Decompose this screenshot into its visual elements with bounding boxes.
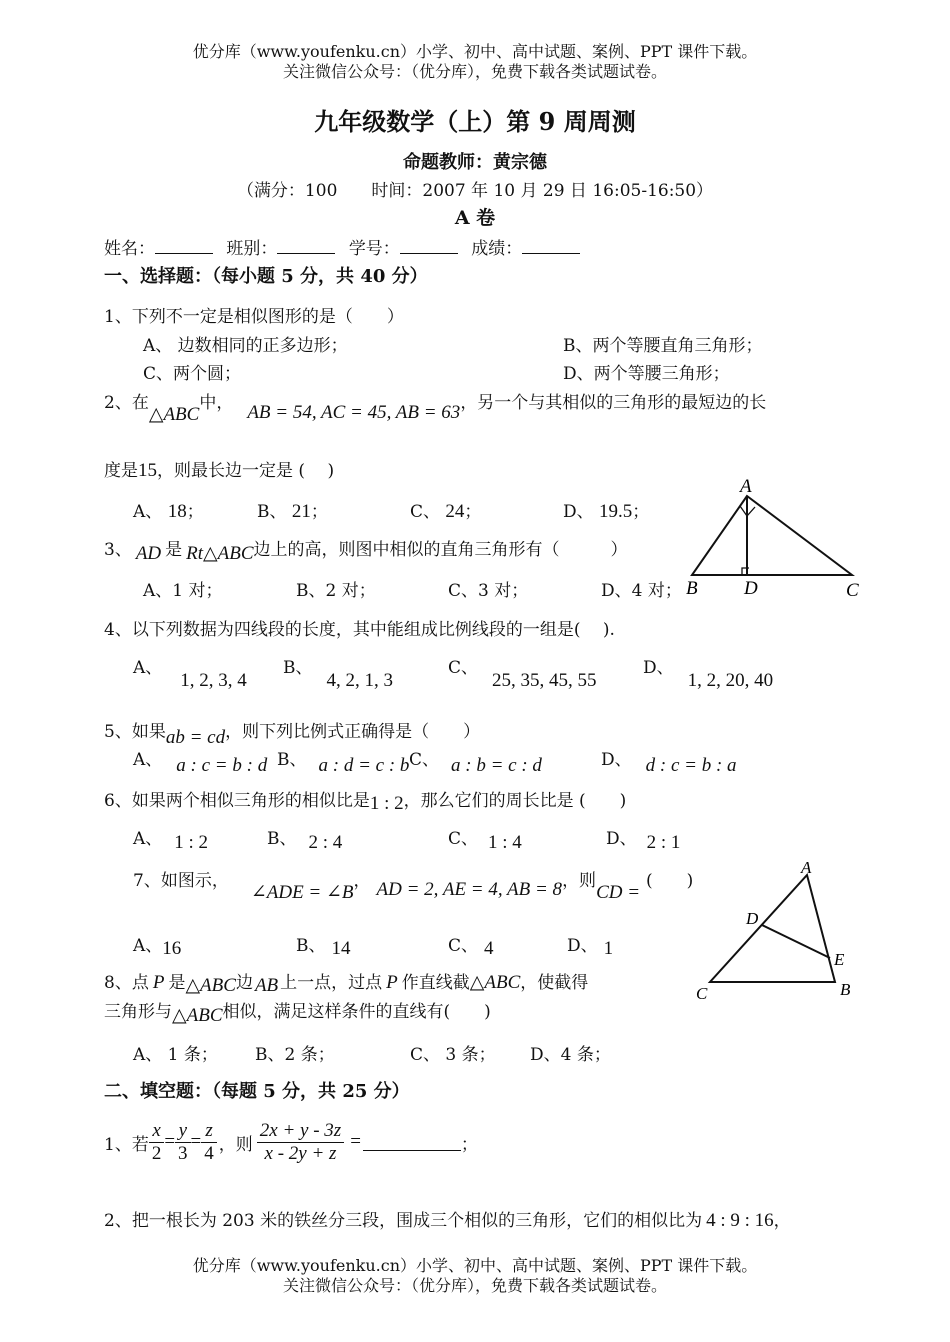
q4-a-label: A、 [133, 658, 163, 678]
q7-a-value: 16 [162, 938, 182, 959]
q2-triangle: △ABC [148, 404, 200, 425]
figure-triangle-ade [690, 855, 860, 1005]
q7-sep: ， [353, 871, 371, 891]
fill1-eq-1: = [164, 1131, 176, 1152]
q5-condition: ab = cd [165, 727, 226, 748]
q8-text-2: 是 [168, 973, 186, 993]
fill2-text-2: ， [773, 1211, 791, 1231]
q6-c-label: C、 [448, 829, 479, 849]
q6-a-value: 1 : 2 [174, 832, 209, 853]
q1-stem: 1、下列不一定是相似图形的是（ ） [104, 307, 404, 327]
q8-text-7: 三角形与 [104, 1002, 172, 1022]
q7-angle: ∠ADE = ∠B [250, 882, 354, 903]
q5-option-d[interactable] [601, 745, 737, 776]
fill1-eq-2: = [190, 1131, 202, 1152]
q4-b-value: 4, 2, 1, 3 [326, 670, 393, 691]
q6-text-1: 6、如果两个相似三角形的相似比是 [104, 791, 370, 811]
fill1-frac-x [149, 1120, 165, 1165]
q4-c-label: C、 [448, 658, 479, 678]
q5-a-label: A、 [133, 750, 163, 770]
q2-option-a[interactable] [133, 497, 204, 523]
q7-paren: ( ) [646, 871, 694, 891]
header-line-1: 优分库（www.youfenku.cn）小学、初中、高中试题、案例、PPT 课件下载。 [192, 42, 758, 61]
q8-text-5: 作直线截 [401, 973, 470, 993]
q7-d-value: 1 [603, 938, 614, 959]
q4-c-value: 25, 35, 45, 55 [492, 670, 597, 691]
q6-option-a[interactable] [133, 824, 209, 853]
q5-c-label: C、 [409, 750, 440, 770]
q2-b-sep: ； [310, 502, 328, 522]
fig2-label-d: D [746, 909, 759, 928]
q2-d-sep: ； [632, 502, 650, 522]
q2-option-d[interactable] [563, 497, 649, 523]
fill2-text-1: 2、把一根长为 203 米的铁丝分三段，围成三个相似的三角形，它们的相似比为 [104, 1211, 703, 1231]
q7-stem [133, 866, 694, 903]
fig1-label-c: C [846, 580, 859, 601]
q1-option-a[interactable]: A、 边数相同的正多边形； [143, 336, 348, 356]
q2-c-sep: ； [464, 502, 482, 522]
q3-ad: AD [135, 543, 162, 564]
exam-info: （满分：100 时间：2007 年 10 月 29 日 16:05-16:50） [236, 181, 714, 201]
q5-stem [104, 717, 481, 748]
q2-option-b[interactable] [257, 497, 328, 523]
fill1-frac-z-num: z [201, 1120, 217, 1143]
q2-b-value: 21 [291, 501, 311, 522]
fill1-frac-y [175, 1120, 191, 1165]
section-fill-heading: 二、填空题：（每题 5 分，共 25 分） [104, 1081, 410, 1102]
q6-option-d[interactable] [606, 824, 681, 853]
q8-option-a[interactable]: A、 1 条； [133, 1045, 218, 1065]
q2-text-4: 度是 [104, 461, 138, 481]
fill2-ratio: 4 : 9 : 16 [706, 1210, 774, 1231]
q7-b-label: B、 [296, 936, 326, 956]
footer-line-1: 优分库（www.youfenku.cn）小学、初中、高中试题、案例、PPT 课件下载。 [192, 1256, 758, 1275]
q6-option-c[interactable] [448, 824, 522, 853]
q5-b-value: a : d = c : b [318, 755, 410, 776]
q2-a-sep: ； [186, 502, 204, 522]
fig2-label-c: C [696, 984, 708, 1003]
q3-text-1: 3、 [104, 540, 132, 560]
q7-c-value: 4 [484, 938, 494, 959]
q8-triangle-3: △ABC [172, 1005, 223, 1026]
q7-a-label: A、 [133, 936, 163, 956]
q5-text-2: ，则下列比例式正确得是（ ） [225, 722, 481, 742]
fill1-frac-expression [257, 1120, 344, 1165]
q7-option-d[interactable] [567, 931, 613, 957]
q6-option-b[interactable] [267, 824, 343, 853]
q3-text-2: 是 [165, 540, 183, 560]
q8-text-1: 8、点 [104, 973, 149, 993]
fill1-eq-3: = [350, 1131, 361, 1152]
q7-c-label: C、 [448, 936, 479, 956]
q6-d-label: D、 [606, 829, 637, 849]
q4-option-a[interactable] [133, 653, 247, 691]
fill1-text-2: ，则 [218, 1134, 253, 1155]
q7-d-label: D、 [567, 936, 598, 956]
q5-option-a[interactable] [133, 745, 268, 776]
fill1-frac-y-den: 3 [178, 1142, 188, 1164]
q4-d-label: D、 [643, 658, 674, 678]
q4-a-value: 1, 2, 3, 4 [180, 670, 247, 691]
fig2-triangle-abc [710, 875, 835, 982]
q2-d-label: D、 [563, 502, 594, 522]
fill1-frac-y-num: y [175, 1120, 191, 1143]
q5-b-label: B、 [277, 750, 307, 770]
fig1-label-b: B [686, 578, 698, 599]
q8-text-4: 上一点，过点 [280, 973, 383, 993]
fill1-frac-x-den: 2 [151, 1142, 162, 1164]
section-choice-heading: 一、选择题：（每小题 5 分，共 40 分） [104, 266, 428, 287]
q2-value: 15 [138, 460, 157, 481]
q4-option-b[interactable] [283, 653, 393, 691]
q1-option-b[interactable]: B、两个等腰直角三角形； [563, 336, 763, 356]
teacher-line: 命题教师：黄宗德 [403, 152, 547, 173]
page-title: 九年级数学（上）第 9 周周测 [314, 107, 636, 136]
q5-option-b[interactable] [277, 745, 410, 776]
student-class-label: 班别： [226, 239, 278, 259]
q6-ratio: 1 : 2 [369, 793, 404, 814]
fill1-expr-den: x - 2y + z [264, 1142, 337, 1164]
q2-d-value: 19.5 [599, 501, 633, 522]
q8-triangle-1: △ABC [185, 975, 236, 996]
fill-2 [104, 1206, 791, 1232]
fill-1 [104, 1114, 478, 1170]
q5-a-value: a : c = b : d [176, 755, 268, 776]
q8-option-d[interactable]: D、4 条； [530, 1045, 611, 1065]
q3-option-d[interactable]: D、4 对； [601, 581, 682, 601]
fill1-frac-z-den: 4 [204, 1142, 214, 1164]
q8-side-ab: AB [254, 975, 279, 996]
student-name-blank[interactable] [155, 237, 213, 254]
q3-rt-triangle: Rt△ABC [186, 543, 254, 564]
q6-stem [104, 786, 626, 812]
q8-point-p-2: P [386, 972, 398, 993]
q2-a-label: A、 [133, 502, 163, 522]
student-name-label: 姓名： [104, 239, 155, 259]
q8-point-p: P [152, 972, 165, 993]
figure-right-triangle [682, 474, 872, 604]
q8-text-3: 边 [235, 973, 253, 993]
student-number-blank[interactable] [400, 237, 458, 254]
q3-stem [104, 535, 628, 564]
q8-option-c[interactable]: C、 3 条； [410, 1045, 496, 1065]
q7-option-b[interactable] [296, 931, 351, 957]
fill1-frac-z [201, 1120, 217, 1165]
fig1-triangle-abc [692, 496, 852, 575]
fig2-segment-de [762, 925, 830, 958]
header-line-2: 关注微信公众号：（优分库），免费下载各类试题试卷。 [282, 62, 667, 81]
fill1-answer-blank[interactable] [363, 1134, 461, 1151]
q2-text-3: ，另一个与其相似的三角形的最短边的长 [460, 393, 767, 413]
student-number-label: 学号： [348, 239, 400, 259]
q2-a-value: 18 [167, 501, 187, 522]
q2-text-5: ，则最长边一定是 ( ) [157, 461, 335, 481]
q5-d-value: d : c = b : a [645, 755, 737, 776]
q6-text-2: ，那么它们的周长比是 ( ) [403, 791, 627, 811]
q5-d-label: D、 [601, 750, 632, 770]
student-score-label: 成绩： [471, 239, 523, 259]
fig1-label-d: D [744, 578, 758, 599]
q2-c-label: C、 [410, 502, 441, 522]
fig2-label-b: B [840, 980, 851, 999]
q8-text-8: 相似，满足这样条件的直线有( ) [222, 1002, 491, 1022]
footer-line-2: 关注微信公众号：（优分库），免费下载各类试题试卷。 [282, 1276, 667, 1295]
q2-b-label: B、 [257, 502, 287, 522]
q6-c-value: 1 : 4 [488, 832, 522, 853]
paper-label: A 卷 [454, 207, 496, 229]
q7-condition: AD = 2, AE = 4, AB = 8 [376, 879, 563, 900]
q2-text-2: 中， [199, 393, 234, 413]
q4-option-d[interactable] [643, 653, 774, 691]
student-info-row [104, 234, 580, 259]
fig2-label-e: E [834, 950, 845, 969]
q7-cd: CD = [596, 882, 641, 903]
student-class-blank[interactable] [277, 237, 335, 254]
fill1-end: ； [460, 1134, 478, 1155]
fill1-frac-x-num: x [149, 1120, 165, 1143]
q5-c-value: a : b = c : d [451, 755, 542, 776]
q5-option-c[interactable] [409, 745, 542, 776]
q4-stem: 4、以下列数据为四线段的长度，其中能组成比例线段的一组是( ). [104, 620, 615, 640]
fig2-label-a: A [801, 858, 812, 877]
q8-text-6: ，使截得 [520, 973, 589, 993]
q7-option-a[interactable] [133, 931, 181, 957]
q2-text-1: 2、在 [104, 393, 149, 413]
fill1-text-1: 1、若 [104, 1134, 149, 1155]
student-score-blank[interactable] [522, 237, 580, 254]
q1-option-d[interactable]: D、两个等腰三角形； [563, 364, 730, 384]
fig1-label-a: A [740, 476, 752, 497]
q6-b-label: B、 [267, 829, 297, 849]
q6-d-value: 2 : 1 [646, 832, 681, 853]
q2-c-value: 24 [445, 501, 465, 522]
q7-text-2: ，则 [562, 871, 597, 891]
q2-option-c[interactable] [410, 497, 481, 523]
q1-option-c[interactable]: C、两个圆； [143, 364, 242, 384]
q4-option-c[interactable] [448, 653, 597, 691]
q4-b-label: B、 [283, 658, 313, 678]
q2-stem [104, 388, 767, 425]
q2-stem-line2 [104, 456, 334, 482]
q2-condition: AB = 54, AC = 45, AB = 63 [247, 402, 461, 423]
q6-a-label: A、 [133, 829, 163, 849]
q7-text-1: 7、如图示， [133, 871, 229, 891]
q6-b-value: 2 : 4 [308, 832, 343, 853]
q7-option-c[interactable] [448, 931, 494, 957]
fill1-expr-num: 2x + y - 3z [257, 1120, 344, 1143]
q7-b-value: 14 [331, 938, 351, 959]
q8-stem-line2 [104, 997, 491, 1026]
q8-triangle-2: △ABC [469, 972, 521, 993]
q8-option-b[interactable]: B、2 条； [255, 1045, 335, 1065]
q3-option-c[interactable]: C、3 对； [448, 581, 529, 601]
q5-text-1: 5、如果 [104, 722, 166, 742]
q8-stem [104, 968, 588, 994]
q3-text-3: 边上的高，则图中相似的直角三角形有（ ） [253, 540, 628, 560]
q3-option-a[interactable]: A、1 对； [143, 581, 223, 601]
q3-option-b[interactable]: B、2 对； [296, 581, 376, 601]
q4-d-value: 1, 2, 20, 40 [687, 670, 774, 691]
